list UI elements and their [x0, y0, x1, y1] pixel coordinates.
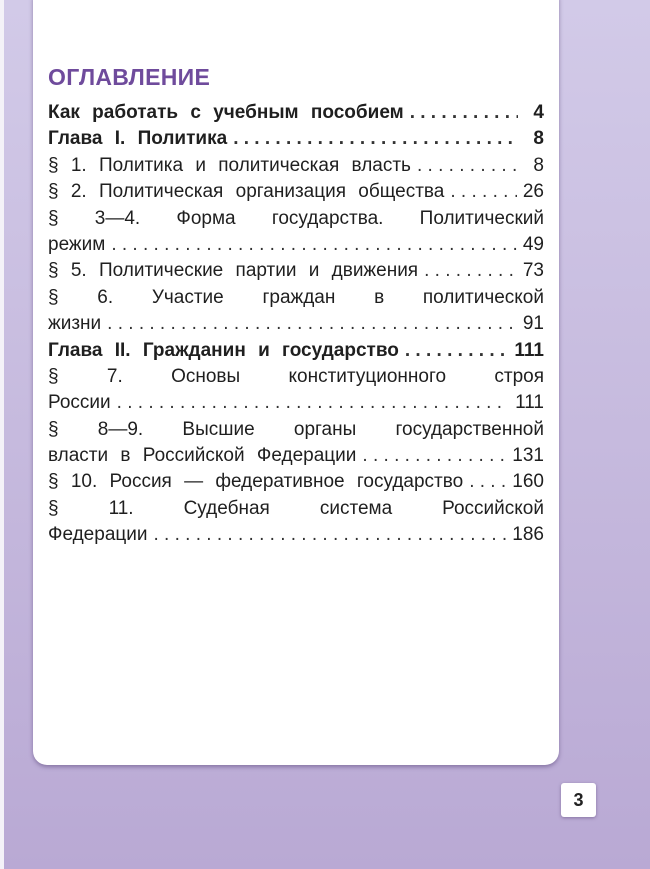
toc-entry[interactable]	[48, 496, 544, 549]
dot-leader	[424, 258, 517, 284]
dot-leader	[111, 232, 517, 258]
page-edge	[0, 0, 4, 869]
toc-entry-title: § 2. Политическая организация общества	[48, 181, 445, 203]
toc-entry[interactable]	[48, 179, 544, 205]
toc-entry-page: 8	[533, 128, 544, 150]
toc-entry[interactable]	[48, 126, 544, 152]
dot-leader	[362, 443, 506, 469]
dot-leader	[154, 522, 507, 548]
dot-leader	[107, 311, 517, 337]
toc-entry[interactable]	[48, 153, 544, 179]
toc-entry[interactable]	[48, 258, 544, 284]
toc-entry-title: жизни	[48, 313, 102, 335]
dot-leader	[469, 469, 506, 495]
toc-entry-title-line: § 8—9. Высшие органы государственной	[48, 418, 544, 440]
dot-leader	[417, 153, 518, 179]
toc-entry-page: 49	[522, 233, 544, 255]
dot-leader	[410, 100, 518, 126]
page-number: 3	[561, 783, 596, 817]
toc-entry-page: 73	[522, 260, 544, 282]
dot-leader	[117, 390, 509, 416]
toc-entry-page: 160	[512, 471, 544, 493]
toc-entry[interactable]	[48, 364, 544, 417]
toc-entry-title: § 1. Политика и политическая власть	[48, 154, 411, 176]
toc-entry[interactable]	[48, 417, 544, 470]
toc-entry-title: режим	[48, 233, 106, 255]
toc-entry-title-line: § 6. Участие граждан в политической	[48, 286, 544, 308]
toc-entry-title: Глава II. Гражданин и государство	[48, 339, 399, 361]
toc-entry-title-line: § 7. Основы конституционного строя	[48, 365, 544, 387]
toc-entry-title: § 10. Россия — федеративное государство	[48, 471, 464, 493]
toc-entry[interactable]	[48, 206, 544, 259]
toc-entry-title: России	[48, 392, 111, 414]
toc-entry[interactable]	[48, 285, 544, 338]
toc-entry-page: 91	[522, 313, 544, 335]
toc-entry[interactable]	[48, 338, 544, 364]
toc-entry-page: 186	[512, 524, 544, 546]
toc-entry-title: Федерации	[48, 524, 148, 546]
toc-entry-title: Глава I. Политика	[48, 128, 228, 150]
toc-entry-title: § 5. Политические партии и движения	[48, 260, 419, 282]
toc-entry-title-line: § 11. Судебная система Российской	[48, 497, 544, 519]
toc-entry-page: 111	[514, 339, 544, 361]
dot-leader	[405, 338, 509, 364]
toc-entry-title: власти в Российской Федерации	[48, 445, 357, 467]
toc-entry-page: 111	[515, 392, 544, 414]
toc-entry[interactable]	[48, 469, 544, 495]
dot-leader	[450, 179, 516, 205]
toc-entry-page: 8	[533, 154, 544, 176]
toc-entry[interactable]	[48, 100, 544, 126]
toc-entry-title-line: § 3—4. Форма государства. Политический	[48, 207, 544, 229]
table-of-contents	[48, 100, 544, 549]
toc-entry-page: 4	[533, 102, 544, 123]
dot-leader	[233, 126, 518, 152]
toc-entry-page: 131	[512, 445, 544, 467]
page-title: ОГЛАВЛЕНИЕ	[48, 64, 211, 90]
toc-entry-title: Как работать с учебным пособием	[48, 102, 404, 123]
toc-entry-page: 26	[522, 181, 544, 203]
